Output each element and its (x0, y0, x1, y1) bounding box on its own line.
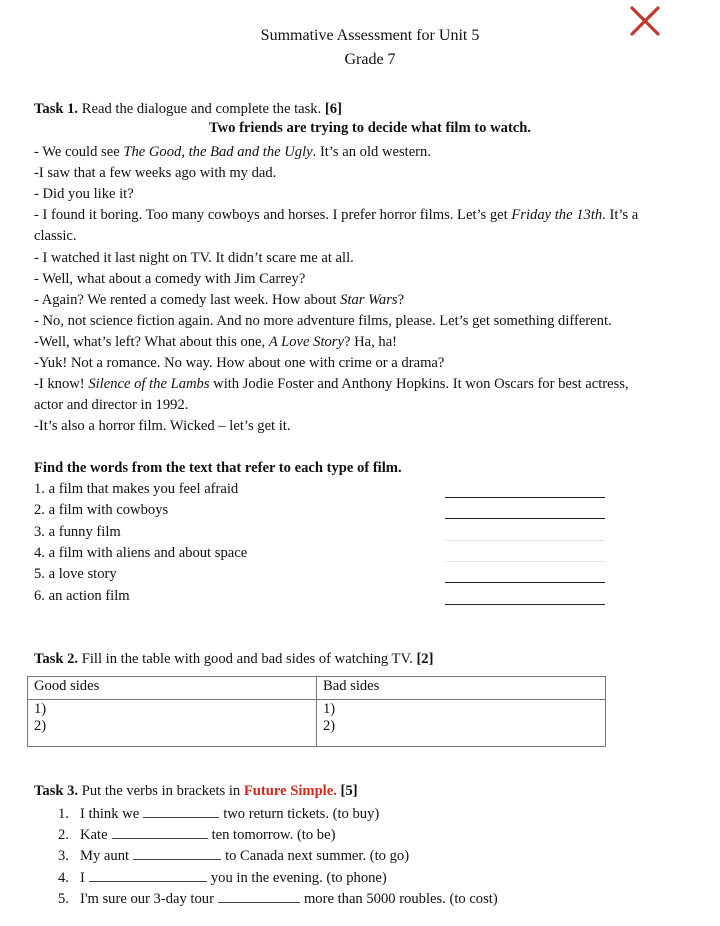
dialogue-text: -Well, what’s left? What about this one, (34, 333, 269, 350)
dialogue-line (34, 395, 188, 415)
dialogue-text: - Did you like it? (34, 186, 134, 203)
sentence-start: I'm sure our 3-day tour (80, 890, 214, 907)
dialogue-text: - Well, what about a comedy with Jim Carrey? (34, 270, 306, 287)
sentence-start: I (80, 869, 85, 886)
dialogue-text: -Yuk! Not a romance. No way. How about one with crime or a drama? (34, 355, 445, 371)
dialogue-text: -I saw that a few weeks ago with my dad. (34, 165, 277, 182)
find-words-item: 6. an action film (34, 587, 130, 604)
find-words-item: 5. a love story (34, 566, 117, 583)
dialogue-text: classic. (34, 228, 77, 245)
film-title: The Good, the Bad and the Ugly (123, 144, 313, 160)
sentence-start: Kate (80, 827, 108, 844)
sentence-end: two return tickets. (to buy) (223, 806, 380, 822)
dialogue-text: -It’s also a horror film. Wicked – let’s get it. (34, 418, 291, 435)
film-title: Friday the 13th (511, 207, 603, 224)
item-number: 3. (58, 848, 69, 865)
dialogue-line (34, 248, 354, 268)
verb-blank[interactable] (143, 803, 219, 818)
find-words-item: 4. a film with aliens and about space (34, 544, 248, 561)
task3-item (58, 803, 379, 824)
dialogue-text: ? (397, 291, 405, 308)
answer-line[interactable] (445, 518, 605, 519)
dialogue-text: - No, not science fiction again. And no more adventure films, please. Let’s get something different. (34, 312, 612, 329)
good-row-2: 2) (34, 718, 47, 734)
dialogue-line (34, 142, 431, 162)
answer-line[interactable] (445, 497, 605, 498)
dialogue-line (34, 332, 397, 352)
film-title: Star Wars (340, 291, 398, 308)
dialogue-line (34, 205, 638, 225)
item-number: 5. (58, 890, 69, 907)
good-sides-header: Good sides (28, 677, 317, 700)
task3-item (58, 888, 498, 909)
dialogue-line (34, 269, 305, 289)
item-number: 4. (58, 869, 69, 886)
sentence-end: more than 5000 roubles. (to cost) (303, 890, 498, 907)
dialogue-line (34, 163, 276, 183)
dialogue-line (34, 353, 444, 373)
sentence-end: you in the evening. (to phone) (210, 869, 387, 886)
answer-line[interactable] (445, 540, 605, 541)
film-title: Silence of the Lambs (88, 376, 210, 393)
dialogue-line (34, 184, 134, 204)
verb-blank[interactable] (218, 888, 300, 903)
bad-sides-cell[interactable] (317, 700, 606, 747)
dialogue-text: - I found it boring. Too many cowboys and horses. I prefer horror films. Let’s get (34, 207, 512, 224)
page-title: Summative Assessment for Unit 5 (260, 27, 480, 44)
grade-label: Grade 7 (344, 51, 396, 68)
task3-item (58, 867, 387, 888)
find-words-item: 3. a funny film (34, 523, 121, 540)
sentence-start: My aunt (80, 848, 130, 865)
task3-item (58, 824, 335, 845)
task2-heading: Task 2. Fill in the table with good and bad sides of watching TV. [2] (34, 651, 434, 667)
verb-blank[interactable] (89, 867, 207, 882)
dialogue-line (34, 290, 404, 310)
dialogue-text: - Again? We rented a comedy last week. How about (34, 291, 341, 308)
dialogue-text: actor and director in 1992. (34, 397, 189, 414)
task1-subtitle: Two friends are trying to decide what film to watch. (208, 120, 532, 136)
dialogue-line (34, 416, 291, 436)
dialogue-text: . It’s a (602, 207, 639, 224)
dialogue-line (34, 226, 77, 246)
task1-heading: Task 1. Read the dialogue and complete the task. [6] (34, 101, 342, 117)
film-title: A Love Story (268, 333, 344, 350)
dialogue-text: - We could see (34, 144, 124, 160)
task3-heading: Task 3. Put the verbs in brackets in Future Simple. [5] (34, 783, 358, 799)
dialogue-text: ? Ha, ha! (343, 333, 398, 350)
tv-sides-table (27, 676, 606, 747)
bad-sides-header: Bad sides (317, 677, 606, 700)
task3-item (58, 845, 409, 866)
answer-line[interactable] (445, 561, 605, 562)
bad-row-2: 2) (323, 718, 336, 734)
answer-line[interactable] (445, 604, 605, 605)
item-number: 2. (58, 827, 69, 844)
verb-blank[interactable] (133, 845, 221, 860)
find-words-item: 1. a film that makes you feel afraid (34, 481, 239, 497)
good-row-1: 1) (34, 701, 47, 717)
sentence-end: to Canada next summer. (to go) (225, 848, 410, 865)
find-words-item: 2. a film with cowboys (34, 502, 169, 519)
bad-row-1: 1) (323, 701, 336, 717)
sentence-start: I think we (80, 806, 140, 822)
good-sides-cell[interactable] (28, 700, 317, 747)
find-words-title: Find the words from the text that refer to each type of film. (34, 460, 402, 476)
item-number: 1. (58, 806, 69, 822)
dialogue-text: . It’s an old western. (312, 144, 431, 160)
answer-line[interactable] (445, 582, 605, 583)
dialogue-text: - I watched it last night on TV. It didn’t scare me at all. (34, 249, 354, 266)
dialogue-text: -I know! (34, 376, 89, 393)
dialogue-line (34, 311, 612, 331)
dialogue-line (34, 374, 629, 394)
sentence-end: ten tomorrow. (to be) (211, 827, 336, 844)
verb-blank[interactable] (112, 824, 208, 839)
dialogue-text: with Jodie Foster and Anthony Hopkins. It won Oscars for best actress, (209, 376, 629, 393)
